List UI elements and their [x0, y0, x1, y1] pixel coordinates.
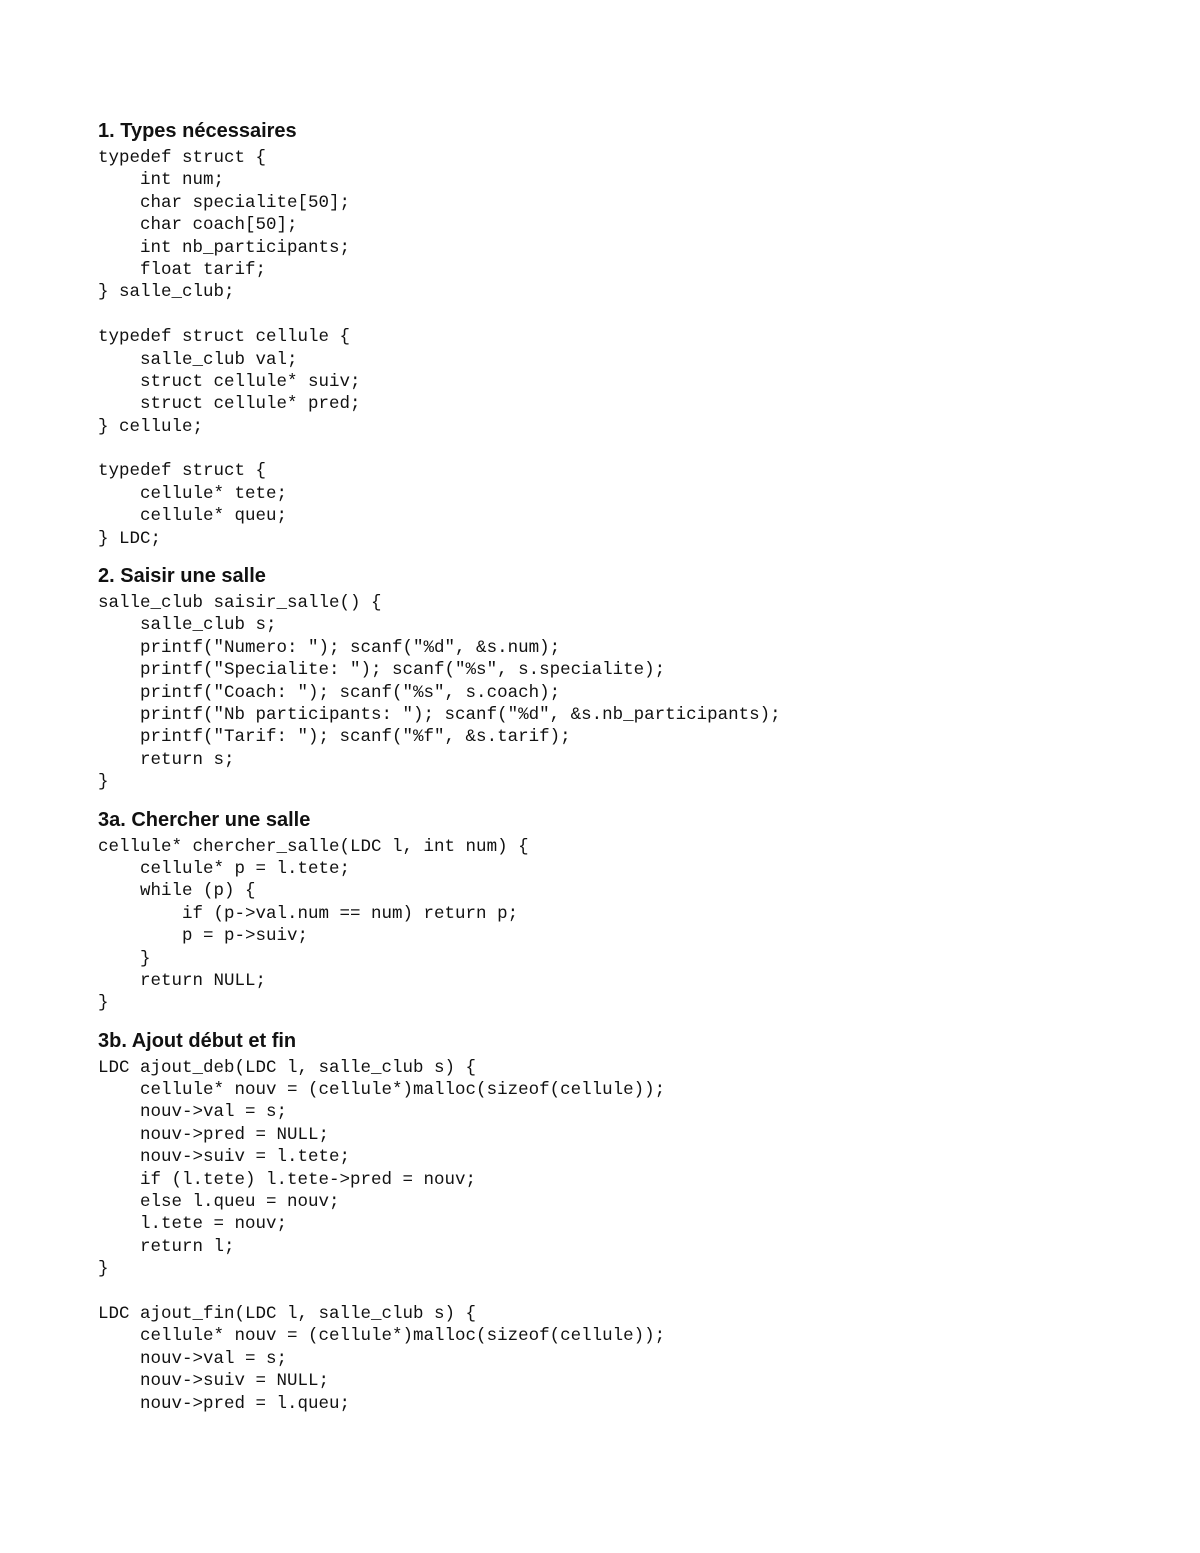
code-line: LDC ajout_deb(LDC l, salle_club s) { — [98, 1057, 477, 1078]
section — [98, 562, 1138, 794]
code-line: } — [98, 948, 151, 969]
section — [98, 117, 1138, 550]
code-line: typedef struct { — [98, 461, 267, 482]
code-line: struct cellule* pred; — [98, 394, 361, 415]
code-line: } LDC; — [98, 528, 162, 549]
code-block — [98, 147, 1138, 550]
code-line: float tarif; — [98, 259, 267, 280]
code-line: cellule* queu; — [98, 506, 288, 527]
code-line: nouv->pred = NULL; — [98, 1124, 330, 1145]
code-line: typedef struct { — [98, 148, 267, 168]
code-line: nouv->val = s; — [98, 1102, 288, 1123]
code-line: char specialite[50]; — [98, 192, 351, 213]
code-line: printf("Specialite: "); scanf("%s", s.specialite); — [98, 660, 666, 681]
code-line: return l; — [98, 1236, 235, 1257]
code-line: nouv->pred = l.queu; — [98, 1393, 351, 1414]
code-line: cellule* nouv = (cellule*)malloc(sizeof(cellule)); — [98, 1326, 666, 1347]
code-line: p = p->suiv; — [98, 926, 309, 947]
code-line: LDC ajout_fin(LDC l, salle_club s) { — [98, 1303, 477, 1324]
code-line: while (p) { — [98, 881, 256, 902]
document-page — [98, 117, 1138, 1427]
code-line: } — [98, 993, 109, 1014]
code-line: printf("Coach: "); scanf("%s", s.coach); — [98, 682, 561, 703]
code-line: printf("Numero: "); scanf("%d", &s.num); — [98, 637, 561, 658]
code-line: int nb_participants; — [98, 237, 351, 258]
section-heading: 3b. Ajout début et fin — [98, 1029, 297, 1052]
code-line: else l.queu = nouv; — [98, 1192, 340, 1213]
code-blank-line — [98, 438, 1138, 460]
code-line: printf("Tarif: "); scanf("%f", &s.tarif); — [98, 727, 571, 748]
code-block — [98, 592, 1138, 794]
section-heading: 3a. Chercher une salle — [98, 808, 311, 831]
code-line: if (l.tete) l.tete->pred = nouv; — [98, 1169, 477, 1190]
code-blank-line — [98, 1281, 1138, 1303]
code-line: cellule* chercher_salle(LDC l, int num) { — [98, 836, 529, 857]
code-line: } cellule; — [98, 416, 204, 437]
section-heading: 2. Saisir une salle — [98, 565, 266, 588]
code-block — [98, 1057, 1138, 1415]
code-line: if (p->val.num == num) return p; — [98, 903, 519, 924]
code-line: } — [98, 1259, 109, 1280]
code-line: nouv->suiv = l.tete; — [98, 1147, 351, 1168]
code-line: cellule* p = l.tete; — [98, 858, 351, 879]
code-line: printf("Nb participants: "); scanf("%d", &s.nb_participants); — [98, 704, 781, 725]
code-line: nouv->val = s; — [98, 1348, 288, 1369]
section — [98, 1027, 1138, 1415]
code-blank-line — [98, 304, 1138, 326]
code-line: } salle_club; — [98, 282, 235, 303]
code-line: cellule* tete; — [98, 483, 288, 504]
code-line: struct cellule* suiv; — [98, 371, 361, 392]
code-line: } — [98, 772, 109, 793]
code-line: return NULL; — [98, 970, 267, 991]
code-line: salle_club saisir_salle() { — [98, 593, 382, 614]
code-line: salle_club val; — [98, 349, 298, 370]
code-line: typedef struct cellule { — [98, 327, 351, 348]
code-line: return s; — [98, 749, 235, 770]
code-block — [98, 836, 1138, 1015]
code-line: l.tete = nouv; — [98, 1214, 288, 1235]
section-heading: 1. Types nécessaires — [98, 120, 297, 142]
code-line: nouv->suiv = NULL; — [98, 1371, 330, 1392]
section — [98, 806, 1138, 1015]
code-line: salle_club s; — [98, 615, 277, 636]
code-line: int num; — [98, 170, 225, 191]
code-line: cellule* nouv = (cellule*)malloc(sizeof(cellule)); — [98, 1080, 666, 1101]
code-line: char coach[50]; — [98, 215, 298, 236]
